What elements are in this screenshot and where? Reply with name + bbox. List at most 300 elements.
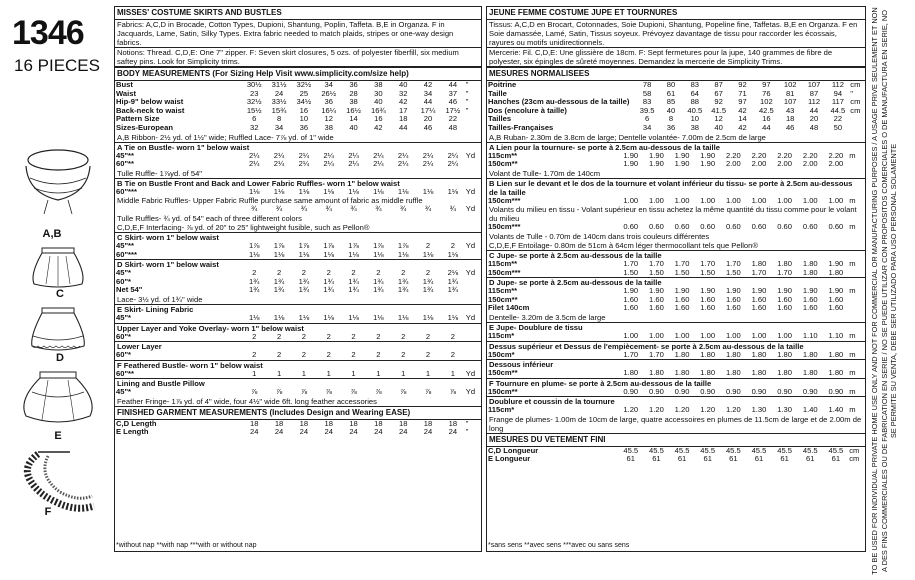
yardage-table <box>487 152 865 169</box>
cell-value: 1.80 <box>700 368 716 378</box>
cell-value: 10 <box>690 114 700 124</box>
cell-value: 38 <box>374 80 383 89</box>
cell-value: 2.20 <box>802 150 818 160</box>
cell-value: ⅞ <box>300 387 308 397</box>
row-label: C,D Longueur <box>488 445 539 455</box>
yardage-table <box>487 332 865 341</box>
cell-value: 2 <box>450 331 455 341</box>
row-label: 60"* <box>116 276 132 286</box>
cell-value: 18 <box>250 418 259 428</box>
cell-value: 97 <box>762 80 771 89</box>
cell-value: 1¾ <box>273 276 285 286</box>
row-label: Pattern Size <box>116 114 160 124</box>
cell-value: 1.90 <box>828 286 844 296</box>
cell-value: 1.20 <box>623 405 639 415</box>
cell-value: 1¾ <box>422 276 434 286</box>
measure-row <box>487 81 865 90</box>
row-unit: cm <box>850 97 861 107</box>
view-heading: Upper Layer and Yoke Overlay- worn 1" below waist <box>115 323 481 333</box>
cell-value: 45.5 <box>802 445 818 455</box>
row-unit <box>848 304 865 313</box>
row-unit <box>465 286 481 295</box>
cell-value: 24 <box>374 427 383 437</box>
cell-value: 8 <box>276 114 282 124</box>
cell-value: 1⅞ <box>273 240 285 250</box>
cell-value: 17½ <box>445 105 461 115</box>
cell-value: 2¼ <box>298 159 310 169</box>
row-label: 60"*** <box>116 249 137 259</box>
cell-value: 1.70 <box>751 267 767 277</box>
cell-value: 1.60 <box>751 294 767 304</box>
cell-value: 2¼ <box>373 150 384 160</box>
cell-value: 1.80 <box>751 258 767 268</box>
fr-finished-title: MESURES DU VETEMENT FINI <box>487 433 865 447</box>
cell-value: 2¼ <box>248 159 260 169</box>
row-unit <box>465 333 481 342</box>
cell-value: 38 <box>690 122 700 132</box>
yardage-row <box>115 314 481 323</box>
cell-value: 1 <box>425 368 431 378</box>
cell-value: 34½ <box>296 97 312 107</box>
view-heading: Doublure et coussin de la tournure <box>487 396 865 406</box>
cell-value: 2¼ <box>447 150 459 160</box>
cell-value: 1.20 <box>674 405 690 415</box>
cell-value: 1⅛ <box>373 312 384 322</box>
view-heading: B Tie on Bustle Front and Back and Lower Fabric Ruffles- worn 1" below waist <box>115 178 481 188</box>
cell-value: 117 <box>831 97 844 107</box>
cell-value: 46 <box>423 122 433 132</box>
cell-value: 45.5 <box>700 445 716 455</box>
cell-value: 26½ <box>321 88 337 98</box>
cell-value: 40 <box>349 122 358 132</box>
cell-value: 30½ <box>246 80 262 89</box>
row-unit <box>465 160 481 169</box>
yardage-row <box>115 370 481 379</box>
cell-value: ⅞ <box>375 387 382 397</box>
cell-value: 61 <box>677 454 687 464</box>
cell-value: 1⅛ <box>373 186 384 196</box>
cell-value: 44.5 <box>830 105 846 115</box>
cell-value: 0.90 <box>649 386 664 396</box>
yardage-row <box>115 160 481 169</box>
cell-value: 1.40 <box>802 405 818 415</box>
row-unit: m <box>849 368 856 378</box>
cell-value: 87 <box>714 80 723 89</box>
cell-value: 36 <box>324 97 333 107</box>
figure-label-ab: A,B <box>42 228 62 240</box>
left-column <box>0 0 112 580</box>
notion-line: Volant de Tulle- 1.70m de 140cm <box>489 168 601 178</box>
cell-value: 1 <box>401 368 406 378</box>
row-unit: Yd <box>465 268 476 278</box>
notion-line: Volants de Tulle - 0.70m de 140cm dans trois couleurs différentes <box>489 231 710 241</box>
cell-value: 32½ <box>246 97 262 107</box>
cell-value: 45.5 <box>623 445 639 455</box>
cell-value: 0.90 <box>828 386 844 396</box>
row-unit: " <box>465 97 469 107</box>
cell-value: 40.5 <box>687 105 703 115</box>
cell-value: 2¼ <box>298 150 310 160</box>
cell-value: 50 <box>833 122 843 132</box>
row-label: 150cm* <box>488 349 515 359</box>
cell-value: 1 <box>376 368 381 378</box>
row-label: 115cm** <box>488 150 518 160</box>
cell-value: 48 <box>448 122 458 132</box>
yardage-row <box>115 188 481 197</box>
row-label: 115cm* <box>488 330 515 340</box>
cell-value: 2 <box>351 350 356 360</box>
cell-value: 2.00 <box>725 159 741 169</box>
cell-value: 107 <box>807 80 821 89</box>
view-heading: A Lien pour la tournure- se porte à 2.5cm au-dessous de la taille <box>487 142 865 152</box>
yardage-row <box>487 269 865 278</box>
cell-value: 1.00 <box>751 330 767 340</box>
cell-value: 1¾ <box>323 285 334 295</box>
cell-value: 83 <box>690 80 700 89</box>
cell-value: 2¼ <box>348 159 359 169</box>
cell-value: 28 <box>349 88 358 98</box>
row-label: 150cm*** <box>488 195 521 205</box>
cell-value: 0.90 <box>751 386 767 396</box>
cell-value: 34 <box>274 122 284 132</box>
cell-value: 112 <box>807 97 821 107</box>
cell-value: 16¼ <box>321 105 337 115</box>
cell-value: 2 <box>326 350 331 360</box>
cell-value: 36 <box>666 122 676 132</box>
cell-value: 0.60 <box>725 222 741 232</box>
cell-value: 87 <box>809 88 819 98</box>
cell-value: 18 <box>785 114 795 124</box>
cell-value: 61 <box>652 454 661 464</box>
cell-value: ⅞ <box>275 387 283 397</box>
cell-value: 71 <box>738 88 747 98</box>
cell-value: 2 <box>301 268 306 278</box>
cell-value: 45.5 <box>777 445 792 455</box>
cell-value: 1⅛ <box>273 312 285 322</box>
view-heading: Lining and Bustle Pillow <box>115 378 481 388</box>
cell-value: 42 <box>423 80 433 89</box>
cell-value: 1.00 <box>649 195 664 205</box>
cell-value: 24 <box>349 427 358 437</box>
cell-value: 1⅛ <box>323 312 334 322</box>
cell-value: 61 <box>831 454 841 464</box>
cell-value: 1.90 <box>828 258 844 268</box>
row-label: Net 54" <box>116 285 143 295</box>
cell-value: 18 <box>423 418 433 428</box>
en-finished-table <box>115 420 481 437</box>
cell-value: 2 <box>276 268 282 278</box>
row-label: Bust <box>116 80 133 89</box>
cell-value: 1.90 <box>700 159 716 169</box>
cell-value: 1.40 <box>828 405 844 415</box>
cell-value: 2 <box>276 350 282 360</box>
skirt-d-illustration <box>8 306 108 354</box>
cell-value: 1⅛ <box>397 312 409 322</box>
cell-value: 1¾ <box>348 285 359 295</box>
cell-value: 1⅛ <box>298 186 310 196</box>
cell-value: 1⅞ <box>373 240 384 250</box>
cell-value: 8 <box>668 114 674 124</box>
cell-value: 1.00 <box>725 330 741 340</box>
cell-value: 1.50 <box>674 267 690 277</box>
cell-value: 2 <box>425 268 431 278</box>
row-unit: Yd <box>465 186 476 196</box>
cell-value: 1.80 <box>700 349 716 359</box>
row-label: 115cm* <box>488 405 515 415</box>
cell-value: 2¼ <box>273 159 285 169</box>
cell-value: 58 <box>642 88 652 98</box>
cell-value: 1.90 <box>674 159 690 169</box>
cell-value: 0.90 <box>674 386 690 396</box>
cell-value: 2 <box>301 350 306 360</box>
row-unit: Yd <box>465 368 476 378</box>
cell-value: 1⅛ <box>323 249 334 259</box>
cell-value: 40 <box>714 122 723 132</box>
yardage-table <box>487 197 865 206</box>
cell-value: 2 <box>376 350 381 360</box>
cell-value: 1⅛ <box>373 249 384 259</box>
row-label: 45"** <box>116 150 134 160</box>
cell-value: 42 <box>374 122 383 132</box>
cell-value: 15¾ <box>271 105 287 115</box>
cell-value: 1⅛ <box>298 249 310 259</box>
cell-value: 1.60 <box>700 294 716 304</box>
cell-value: 0.60 <box>623 222 639 232</box>
row-unit: " <box>465 80 469 89</box>
notion-line: C,D,E,F Interfacing- ⅞ yd. of 20" to 25" lightweight fusible, such as Pellon® <box>117 222 370 232</box>
cell-value: 24 <box>398 427 408 437</box>
row-label: 115cm** <box>488 258 518 268</box>
cell-value: 1⅛ <box>348 249 359 259</box>
cell-value: 1.80 <box>802 258 818 268</box>
row-label: 150cm** <box>488 294 518 304</box>
yardage-table <box>115 314 481 323</box>
cell-value: 1 <box>276 368 282 378</box>
cell-value: 17¼ <box>420 105 436 115</box>
cell-value: 32 <box>250 122 259 132</box>
cell-value: 36 <box>299 122 309 132</box>
yardage-row <box>487 351 865 360</box>
cell-value: 1.80 <box>828 368 844 378</box>
cell-value: 2.00 <box>802 159 818 169</box>
notion-line: Tulle Ruffles- ¾ yd. of 54" each of three different colors <box>117 213 302 223</box>
cell-value: ⅞ <box>251 387 258 397</box>
cell-value: 1.00 <box>649 330 664 340</box>
bustle-ab-illustration <box>8 138 108 228</box>
cell-value: 24 <box>423 427 433 437</box>
row-label: 115cm** <box>488 286 518 296</box>
cell-value: 1.00 <box>725 195 741 205</box>
cell-value: 1⅞ <box>323 240 334 250</box>
cell-value: 31½ <box>271 80 287 89</box>
cell-value: 1¾ <box>348 276 359 286</box>
row-label: Back-neck to waist <box>116 105 185 115</box>
en-footnote: *without nap **with nap ***with or without nap <box>116 542 257 549</box>
cell-value: 1.10 <box>802 330 818 340</box>
cell-value: 34 <box>423 88 433 98</box>
cell-value: 1.60 <box>725 303 741 313</box>
yardage-row <box>487 332 865 341</box>
row-unit <box>848 160 865 169</box>
cell-value: 61 <box>754 454 764 464</box>
cell-value: 12 <box>324 114 333 124</box>
cell-value: 20 <box>423 114 433 124</box>
en-yardage <box>115 133 481 406</box>
cell-value: 1.80 <box>802 349 818 359</box>
row-unit: " <box>465 427 469 437</box>
cell-value: 2¼ <box>422 150 434 160</box>
cell-value: 1.60 <box>802 303 818 313</box>
cell-value: 1.80 <box>674 368 690 378</box>
row-label <box>115 205 241 214</box>
cell-value: 2 <box>252 350 257 360</box>
fr-finished-table <box>487 447 865 464</box>
english-column <box>114 6 482 552</box>
yardage-table <box>487 406 865 415</box>
cell-value: 1⅞ <box>397 240 409 250</box>
cell-value: 44 <box>448 80 458 89</box>
cell-value: 0.60 <box>751 222 767 232</box>
cell-value: 1.00 <box>674 195 690 205</box>
cell-value: 1.00 <box>623 330 639 340</box>
cell-value: 61 <box>626 454 635 464</box>
cell-value: 1⅛ <box>298 312 310 322</box>
cell-value: 61 <box>703 454 712 464</box>
cell-value: 1.80 <box>674 349 690 359</box>
cell-value: 2 <box>425 331 431 341</box>
row-unit <box>849 115 865 124</box>
view-heading: B Lien sur le devant et le dos de la tournure et volant inférieur du tissu- se porte à 2.5cm au-dessous de la taille <box>487 178 865 197</box>
figure-label-c: C <box>56 288 64 300</box>
cell-value: 64 <box>690 88 700 98</box>
cell-value: 0.60 <box>777 222 792 232</box>
cell-value: 1.70 <box>623 258 639 268</box>
cell-value: 1.00 <box>802 195 818 205</box>
row-label: Dos (encolure à taille) <box>488 105 567 115</box>
cell-value: 85 <box>666 97 676 107</box>
view-heading: Dessus supérieur et Dessus de l'empiècement- se porte à 2.5cm au-dessous de la taille <box>487 341 865 351</box>
row-unit: Yd <box>465 387 476 397</box>
yardage-table <box>487 388 865 397</box>
cell-value: 1.70 <box>674 258 690 268</box>
pieces-count: 16 PIECES <box>14 56 100 75</box>
cell-value: 2¼ <box>397 150 409 160</box>
cell-value: 44 <box>423 97 433 107</box>
view-heading: Dessous inférieur <box>487 359 865 369</box>
cell-value: 2 <box>326 331 331 341</box>
row-unit: m <box>849 386 856 396</box>
en-title: MISSES' COSTUME SKIRTS AND BUSTLES <box>115 6 481 20</box>
cell-value: 14 <box>738 114 747 124</box>
cell-value: 22 <box>833 114 843 124</box>
row-unit <box>848 269 865 278</box>
cell-value: 18 <box>374 418 383 428</box>
row-unit: m <box>849 195 856 205</box>
cell-value: 92 <box>738 80 747 89</box>
cell-value: 16 <box>762 114 771 124</box>
row-unit: m <box>849 222 856 232</box>
cell-value: 15½ <box>246 105 262 115</box>
cell-value: 1 <box>301 368 306 378</box>
cell-value: 97 <box>738 97 747 107</box>
cell-value: 1⅞ <box>248 240 260 250</box>
cell-value: 16 <box>374 114 383 124</box>
yardage-row <box>115 333 481 342</box>
cell-value: 1.30 <box>777 405 792 415</box>
cell-value: ¾ <box>325 204 332 214</box>
copyright-sidebar <box>870 6 910 576</box>
cell-value: 2 <box>376 331 381 341</box>
yardage-table <box>487 369 865 378</box>
cell-value: 1¾ <box>273 285 285 295</box>
cell-value: 1¾ <box>248 276 260 286</box>
cell-value: 102 <box>783 80 797 89</box>
cell-value: 1.10 <box>828 330 844 340</box>
cell-value: 41.5 <box>711 105 727 115</box>
row-unit: cm <box>850 80 861 89</box>
cell-value: 2¼ <box>348 150 359 160</box>
cell-value: 1.60 <box>674 303 690 313</box>
cell-value: 1⅛ <box>447 312 459 322</box>
notion-line: A,B Ribbon- 2½ yd. of 1½" wide; Ruffled Lace- 7⅞ yd. of 1" wide <box>117 132 334 142</box>
cell-value: 18 <box>274 418 284 428</box>
cell-value: 2 <box>326 268 331 278</box>
cell-value: 0.60 <box>649 222 664 232</box>
cell-value: 1 <box>450 368 455 378</box>
view-heading: E Skirt- Lining Fabric <box>115 304 481 314</box>
cell-value: 1¾ <box>248 285 260 295</box>
cell-value: 1.60 <box>751 303 767 313</box>
cell-value: 1.60 <box>700 303 716 313</box>
cell-value: 102 <box>760 97 773 107</box>
cell-value: 1.60 <box>802 294 818 304</box>
cell-value: 61 <box>666 88 676 98</box>
yardage-row <box>487 223 865 232</box>
cell-value: ⅞ <box>424 387 432 397</box>
cell-value: 61 <box>780 454 789 464</box>
row-unit: " <box>465 105 469 115</box>
cell-value: 6 <box>645 114 650 124</box>
row-unit: m <box>849 330 856 340</box>
cell-value: 1⅛ <box>447 186 459 196</box>
row-unit: m <box>849 150 856 160</box>
row-label: E Length <box>116 427 149 437</box>
measure-row <box>115 428 481 437</box>
cell-value: 2.00 <box>828 159 844 169</box>
figure-label-f: F <box>44 506 52 518</box>
cell-value: 1¾ <box>323 276 334 286</box>
cell-value: 1 <box>252 368 257 378</box>
view-heading: A Tie on Bustle- worn 1" below waist <box>115 142 481 152</box>
row-label: Waist <box>116 88 136 98</box>
row-unit <box>465 351 481 360</box>
cell-value: 94 <box>833 88 843 98</box>
cell-value: 1.80 <box>751 349 767 359</box>
row-label: 60"*** <box>116 186 137 196</box>
cell-value: 1⅛ <box>248 312 260 322</box>
cell-value: 1.80 <box>777 368 792 378</box>
notion-line: Frange de plumes- 1.00m de 10cm de large, quatre accessoires en plumes de 11.5cm de large et de 2.00m de long <box>489 414 862 433</box>
cell-value: 2¼ <box>422 159 434 169</box>
cell-value: 40 <box>398 80 408 89</box>
cell-value: 1.20 <box>700 405 716 415</box>
row-label: Poitrine <box>488 80 517 89</box>
cell-value: 45.5 <box>828 445 844 455</box>
cell-value: 38 <box>324 122 333 132</box>
cell-value: 39.5 <box>639 105 655 115</box>
cell-value: 0.60 <box>828 222 844 232</box>
figure-label-d: D <box>56 352 64 364</box>
